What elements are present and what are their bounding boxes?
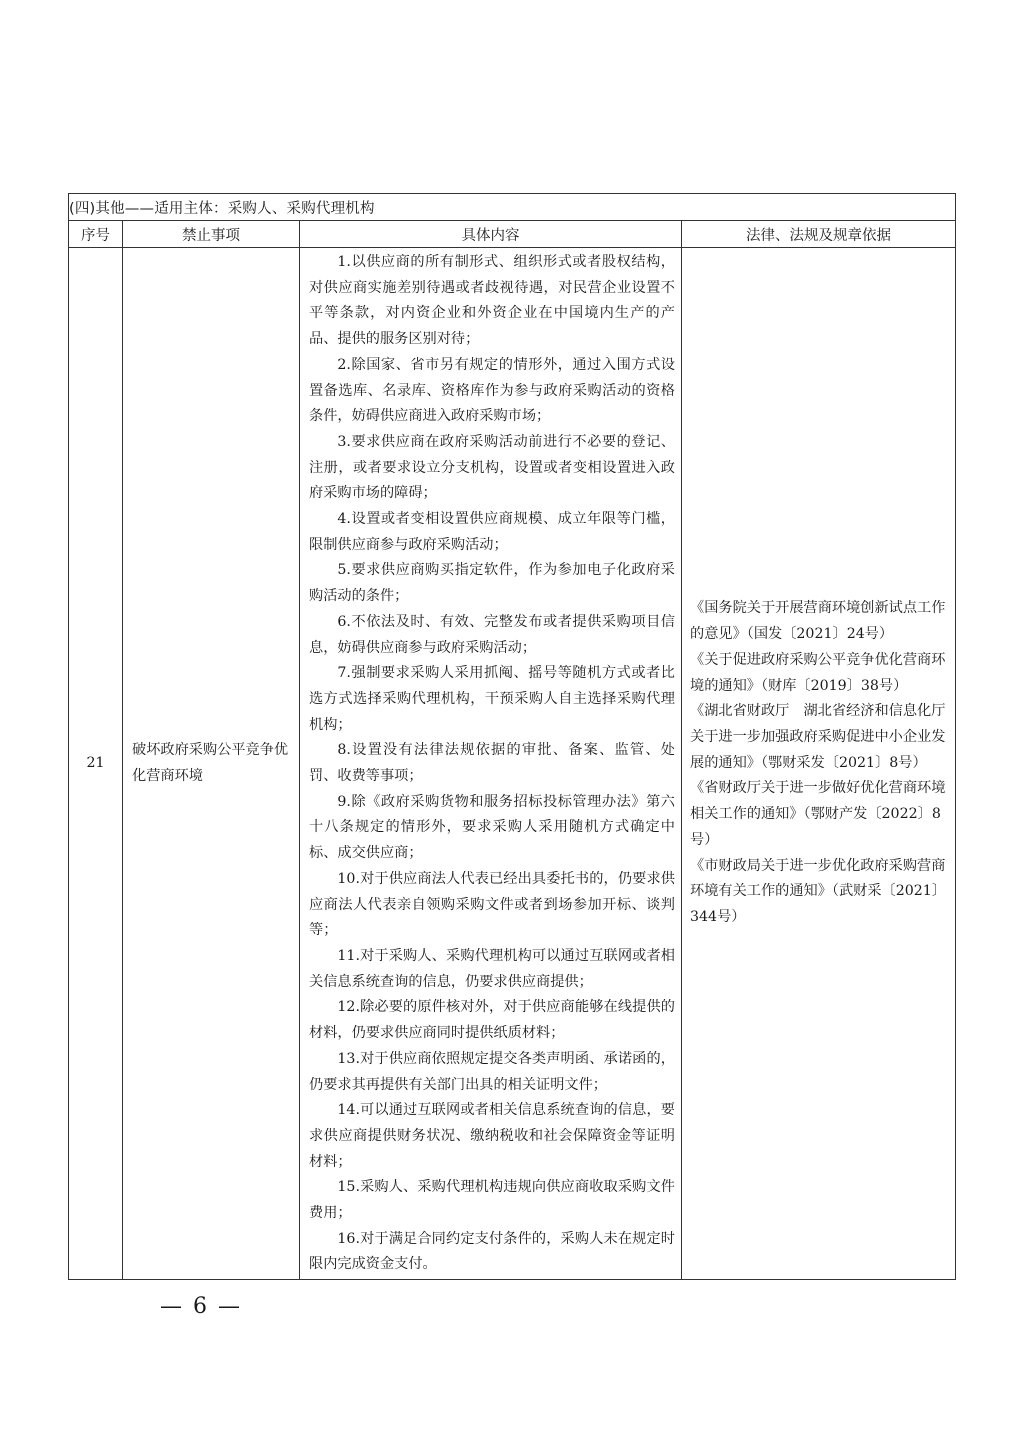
row-number: 21 — [69, 248, 123, 1280]
header-number: 序号 — [69, 221, 123, 248]
clause: 6.不依法及时、有效、完整发布或者提供采购项目信息，妨碍供应商参与政府采购活动； — [309, 613, 675, 656]
clause: 2.除国家、省市另有规定的情形外，通过入围方式设置备选库、名录库、资格库作为参与政府采购活动的资格条件，妨碍供应商进入政府采购市场； — [309, 356, 675, 425]
clause: 7.强制要求采购人采用抓阄、摇号等随机方式或者比选方式选择采购代理机构，干预采购人自主选择采购代理机构； — [309, 665, 675, 733]
clause: 16.对于满足合同约定支付条件的，采购人未在规定时限内完成资金支付。 — [309, 1230, 675, 1273]
header-legal-basis: 法律、法规及规章依据 — [682, 221, 956, 248]
clause: 4.设置或者变相设置供应商规模、成立年限等门槛，限制供应商参与政府采购活动； — [309, 511, 675, 553]
legal-basis-item: 《国务院关于开展营商环境创新试点工作的意见》（国发〔2021〕24号） — [690, 600, 946, 643]
clause: 15.采购人、采购代理机构违规向供应商收取采购文件费用； — [309, 1179, 675, 1222]
table-header-row — [69, 221, 956, 248]
clause: 5.要求供应商购买指定软件，作为参加电子化政府采购活动的条件； — [309, 562, 675, 605]
prohibition-table — [68, 193, 956, 1280]
legal-basis-cell — [682, 248, 956, 1280]
clause: 9.除《政府采购货物和服务招标投标管理办法》第六十八条规定的情形外，要求采购人采用随机方式确定中标、成交供应商； — [309, 793, 675, 862]
content-cell — [300, 248, 682, 1280]
legal-basis-item: 《省财政厅关于进一步做好优化营商环境相关工作的通知》（鄂财产发〔2022〕8号） — [690, 780, 946, 848]
header-content: 具体内容 — [300, 221, 682, 248]
legal-basis-item: 《市财政局关于进一步优化政府采购营商环境有关工作的通知》（武财采〔2021〕344号） — [690, 857, 947, 925]
clause: 1.以供应商的所有制形式、组织形式或者股权结构，对供应商实施差别待遇或者歧视待遇，对民营企业设置不平等条款，对内资企业和外资企业在中国境内生产的产品、提供的服务区别对待； — [309, 254, 675, 348]
clause: 13.对于供应商依照规定提交各类声明函、承诺函的，仍要求其再提供有关部门出具的相关证明文件； — [309, 1050, 675, 1093]
clause: 8.设置没有法律法规依据的审批、备案、监管、处罚、收费等事项； — [309, 742, 675, 785]
prohibited-item: 破坏政府采购公平竞争优化营商环境 — [123, 248, 300, 1280]
clause: 3.要求供应商在政府采购活动前进行不必要的登记、注册，或者要求设立分支机构，设置或者变相设置进入政府采购市场的障碍； — [309, 433, 675, 502]
clause: 14.可以通过互联网或者相关信息系统查询的信息，要求供应商提供财务状况、缴纳税收和社会保障资金等证明材料； — [309, 1102, 675, 1170]
clause: 10.对于供应商法人代表已经出具委托书的，仍要求供应商法人代表亲自领购采购文件或者到场参加开标、谈判等； — [309, 870, 675, 939]
table-row — [69, 248, 956, 1280]
legal-basis-item: 《关于促进政府采购公平竞争优化营商环境的通知》（财库〔2019〕38号） — [690, 651, 946, 694]
page-number: — 6 — — [160, 1294, 242, 1319]
clause: 11.对于采购人、采购代理机构可以通过互联网或者相关信息系统查询的信息，仍要求供应商提供； — [309, 947, 675, 990]
section-title: (四)其他——适用主体：采购人、采购代理机构 — [69, 194, 956, 221]
section-header-row — [69, 194, 956, 221]
legal-basis-item: 《湖北省财政厅 湖北省经济和信息化厅关于进一步加强政府采购促进中小企业发展的通知》（鄂财采发〔2021〕8号） — [690, 703, 946, 771]
clause: 12.除必要的原件核对外，对于供应商能够在线提供的材料，仍要求供应商同时提供纸质材料； — [309, 999, 675, 1042]
header-prohibited-item: 禁止事项 — [123, 221, 300, 248]
